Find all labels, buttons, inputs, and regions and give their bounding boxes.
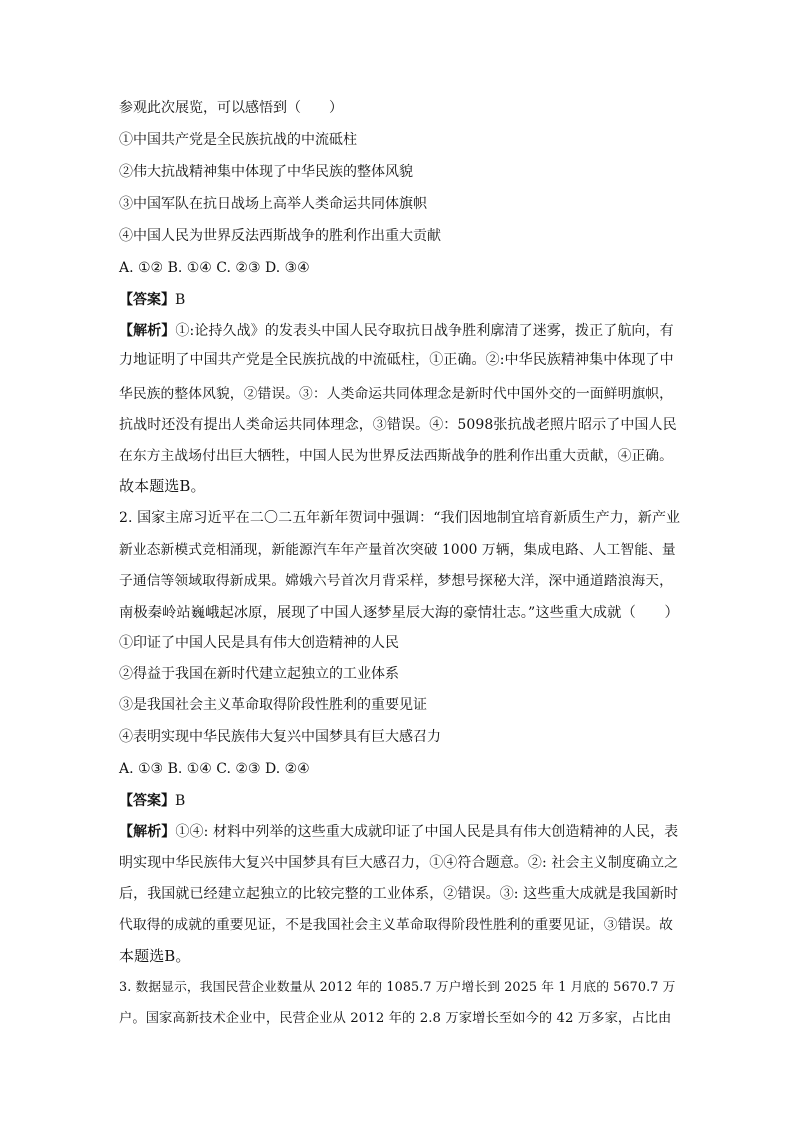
q1-analysis-line-3: 华民族的整体风貌，②错误。③：人类命运共同体理念是新时代中国外交的一面鲜明旗帜， — [119, 386, 674, 402]
q1-choices: A. ①② B. ①④ C. ②③ D. ③④ — [119, 260, 310, 276]
q2-option-2: ②得益于我国在新时代建立起独立的工业体系 — [119, 666, 399, 682]
q1-analysis-line-6: 故本题选B。 — [119, 477, 206, 495]
q2-analysis-line-4: 代取得的成就的重要见证，不是我国社会主义革命取得阶段性胜利的重要见证，③错误。故 — [119, 917, 674, 933]
q3-stem-line-2: 户。国家高新技术企业中，民营企业从 2012 年的 2.8 万家增长至如今的 42 万多家，占比由 — [119, 1011, 672, 1026]
q1-analysis-line-4: 抗战时还没有提出人类命运共同体理念，③错误。④：5098张抗战老照片昭示了中国人民 — [119, 417, 677, 433]
q2-stem-line-3: 子通信等领域取得新成果。嫦娥六号首次月背采样，梦想号探秘大洋，深中通道踏浪海天， — [119, 573, 674, 589]
q2-choices: A. ①③ B. ①④ C. ②③ D. ②④ — [119, 761, 310, 777]
q1-option-3: ③中国军队在抗日战场上高举人类命运共同体旗帜 — [119, 196, 427, 212]
q2-option-1: ①印证了中国人民是具有伟大创造精神的人民 — [119, 635, 399, 651]
q1-analysis-line-1: 【解析】①:论持久战》的发表头中国人民夺取抗日战争胜利廓清了迷雾，拨正了航向，有 — [119, 323, 674, 339]
q1-answer-tag: 【答案】 — [119, 292, 175, 308]
q1-analysis-line-2: 力地证明了中国共产党是全民族抗战的中流砥柱，①正确。②:中华民族精神集中体现了中 — [119, 352, 674, 368]
q1-option-1: ①中国共产党是全民族抗战的中流砥柱 — [119, 132, 357, 148]
q1-answer-value: B — [175, 292, 186, 308]
q1-analysis-line-5: 在东方主战场付出巨大牺牲，中国人民为世界反法西斯战争的胜利作出重大贡献，④正确。 — [119, 448, 674, 464]
q1-answer — [119, 290, 185, 310]
q1-option-4: ④中国人民为世界反法西斯战争的胜利作出重大贡献 — [119, 228, 441, 244]
q2-answer — [119, 791, 185, 811]
q2-option-4: ④表明实现中华民族伟大复兴中国梦具有巨大感召力 — [119, 729, 441, 745]
q2-answer-value: B — [175, 793, 186, 809]
q2-option-3: ③是我国社会主义革命取得阶段性胜利的重要见证 — [119, 697, 427, 713]
q2-stem-line-1: 2. 国家主席习近平在二〇二五年新年贺词中强调：“我们因地制宜培育新质生产力，新产业 — [119, 510, 681, 526]
q2-stem-line-4: 南极秦岭站巍峨起冰原，展现了中国人逐梦星辰大海的豪情壮志。”这些重大成就（ ） — [119, 605, 679, 621]
q2-analysis-line-1: 【解析】①④: 材料中列举的这些重大成就印证了中国人民是具有伟大创造精神的人民，表 — [119, 824, 679, 840]
q2-analysis-line-2: 明实现中华民族伟大复兴中国梦具有巨大感召力，①④符合题意。②: 社会主义制度确立之 — [119, 855, 679, 871]
q2-analysis-line-5: 本题选B。 — [119, 947, 191, 965]
q3-stem-line-1: 3. 数据显示，我国民营企业数量从 2012 年的 1085.7 万户增长到 2025 年 1 月底的 5670.7 万 — [119, 980, 676, 995]
q1-option-2: ②伟大抗战精神集中体现了中华民族的整体风貌 — [119, 164, 413, 180]
q1-stem: 参观此次展览，可以感悟到（ ） — [119, 100, 343, 116]
q1-analysis-tag: 【解析】 — [119, 323, 176, 339]
q2-answer-tag: 【答案】 — [119, 793, 175, 809]
q2-analysis-line-3: 后，我国就已经建立起独立的比较完整的工业体系，②错误。③: 这些重大成就是我国新时 — [119, 886, 679, 902]
q2-stem-line-2: 新业态新模式竞相涌现，新能源汽车年产量首次突破 1000 万辆，集成电路、人工智能、量 — [119, 542, 676, 558]
q2-analysis-tag: 【解析】 — [119, 824, 176, 840]
